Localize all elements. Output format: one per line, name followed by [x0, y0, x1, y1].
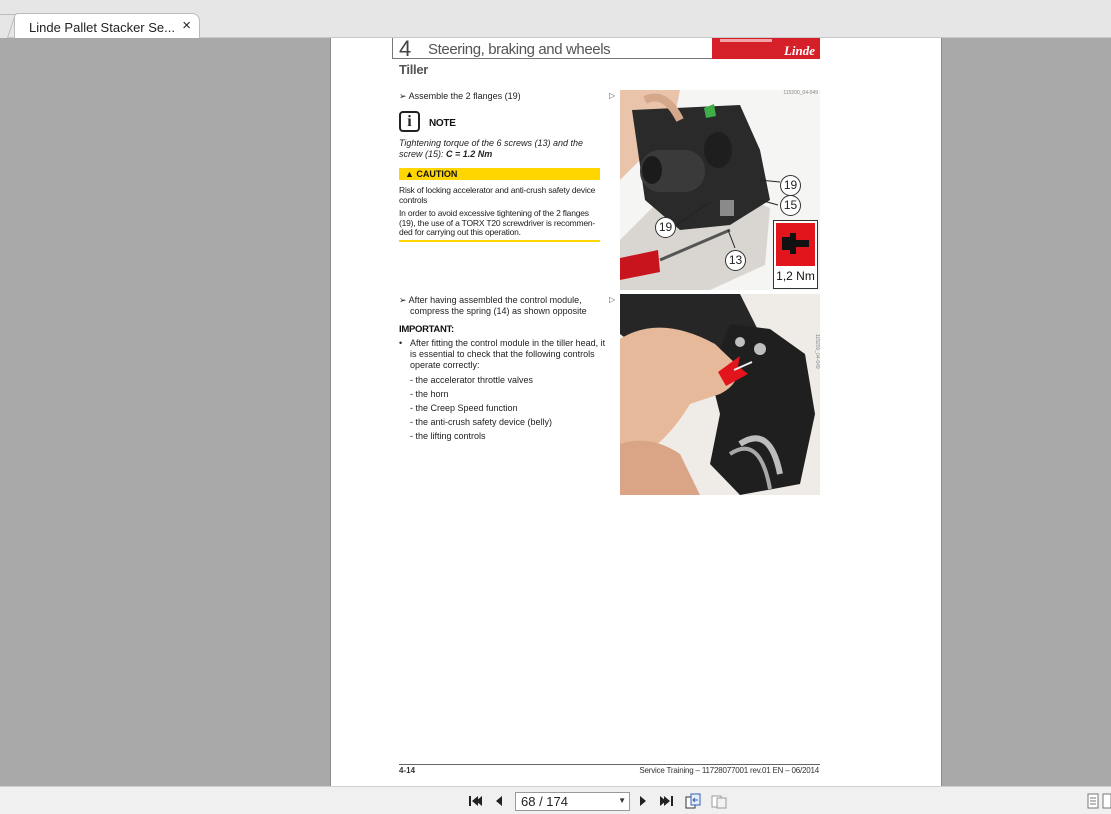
step-text-line1: After having assembled the control module, [408, 295, 582, 305]
brand-tagline-bar [720, 39, 772, 42]
spring-compression-drawing [620, 294, 820, 495]
wrench-icon-glyph [776, 223, 815, 266]
info-icon: i [399, 111, 420, 132]
document-viewer[interactable] [0, 38, 1111, 786]
document-tab[interactable] [14, 13, 200, 39]
check-item: - the Creep Speed function [410, 403, 518, 413]
check-item: - the accelerator throttle valves [410, 375, 534, 385]
step-text: Assemble the 2 flanges (19) [408, 91, 521, 101]
bullet-icon: • [399, 338, 403, 348]
photo-pointer-icon: ▷ [609, 91, 616, 100]
tab-strip [0, 0, 1111, 38]
step-arrow-icon: ➢ [399, 91, 407, 101]
photo-pointer-icon: ▷ [609, 295, 616, 304]
page-number-select[interactable] [515, 792, 630, 811]
document-reference: Service Training – 11728077001 rev.01 EN – 06/2014 [639, 766, 819, 775]
footer-divider [399, 764, 820, 765]
callout-flange-19-lower: 19 [655, 217, 676, 238]
page-number-value: 68 / 174 [521, 794, 568, 809]
callout-flange-19-upper: 19 [780, 175, 801, 196]
single-page-view-icon[interactable] [1084, 792, 1102, 810]
step-arrow-icon: ➢ [399, 295, 407, 305]
note-torque-value: C = 1.2 Nm [446, 148, 493, 159]
step-compress-spring [399, 295, 602, 306]
important-text: After fitting the control module in the tiller head, it is essential to check that the following controls operate correctly: [410, 338, 606, 370]
caution-risk-text: Risk of locking accelerator and anti-crush safety device controls [399, 185, 596, 205]
note-body: Tightening torque of the 6 screws (13) and the screw (15): [399, 138, 584, 159]
note-label: NOTE [429, 118, 456, 129]
two-page-icon[interactable] [710, 792, 728, 810]
linde-logo [712, 38, 820, 59]
callout-screw-15: 15 [780, 195, 801, 216]
close-tab-icon[interactable]: × [182, 17, 191, 34]
step-assemble-flanges [399, 91, 602, 102]
wrench-icon [776, 223, 815, 266]
double-page-view-icon[interactable] [1102, 792, 1111, 810]
next-page-icon[interactable] [634, 792, 652, 810]
prev-page-icon[interactable] [490, 792, 508, 810]
photo-reference-code: 115200_04-049 [783, 90, 818, 96]
callout-screw-13: 13 [725, 250, 746, 271]
brand-name: Linde [783, 43, 815, 58]
last-page-icon[interactable] [658, 792, 676, 810]
photo-reference-code: 115200_04-049 [814, 334, 820, 369]
caution-banner [399, 168, 600, 180]
check-item: - the lifting controls [410, 431, 486, 441]
tab-title: Linde Pallet Stacker Se... [29, 20, 175, 35]
important-label: IMPORTANT: [399, 324, 454, 335]
caution-divider [399, 240, 600, 242]
check-item: - the anti-crush safety device (belly) [410, 417, 553, 427]
chapter-title: Steering, braking and wheels [428, 41, 611, 58]
caution-label: ▲ CAUTION [405, 169, 458, 179]
first-page-icon[interactable] [466, 792, 484, 810]
torque-badge [773, 220, 818, 289]
torque-value: 1,2 Nm [776, 269, 815, 283]
document-page [330, 38, 942, 786]
step-compress-spring-line2: compress the spring (14) as shown opposite [410, 306, 587, 316]
fit-page-icon[interactable] [684, 792, 702, 810]
caution-advice-text: In order to avoid excessive tightening of the 2 flanges (19), the use of a TORX T20 screwdriver is recommen-ded for carrying out this operation. [399, 208, 596, 237]
navigation-toolbar [0, 786, 1111, 814]
tiller-assembly-photo [620, 90, 820, 290]
section-title: Tiller [399, 62, 429, 77]
spring-compression-photo [620, 294, 820, 495]
check-item: - the horn [410, 389, 449, 399]
chevron-down-icon[interactable]: ▼ [618, 796, 626, 805]
note-text [399, 138, 599, 159]
page-number: 4-14 [399, 766, 416, 775]
chapter-header [392, 38, 713, 59]
chapter-number: 4 [399, 36, 412, 61]
